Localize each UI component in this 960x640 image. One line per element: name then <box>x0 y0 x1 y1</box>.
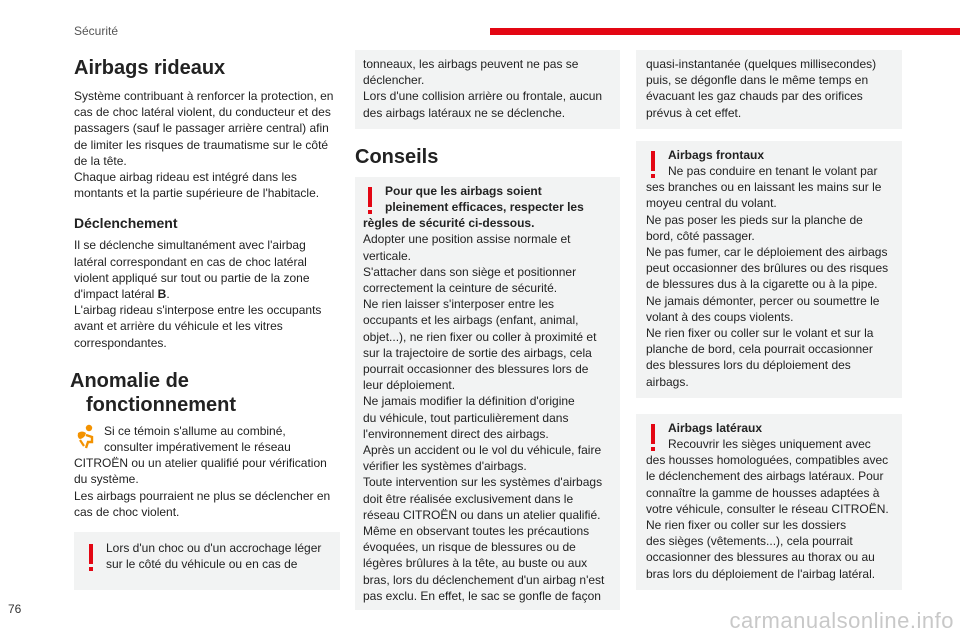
text-line: doit être réalisée exclusivement dans le <box>363 491 574 506</box>
text-line: occasionner des blessures au thorax ou au <box>646 550 875 565</box>
text-line: Toute intervention sur les systèmes d'airbags <box>363 475 603 490</box>
text-line: de la tête. <box>74 153 127 168</box>
text-line: légères brûlures à la tête, au buste ou aux <box>363 556 588 571</box>
anomalie-icon-text <box>104 423 291 455</box>
text-line: Ne pas poser les pieds sur la planche de <box>646 212 863 227</box>
text-line: montants et la partie supérieure de l'habitacle. <box>74 186 320 201</box>
anomalie-warning-row <box>74 423 340 455</box>
text-line: Même en observant toutes les précautions <box>363 524 590 539</box>
box-continuation <box>636 50 902 129</box>
text-line: le déclenchement des airbags latéraux. Pour <box>646 469 884 484</box>
text-line-bold: règles de sécurité ci-dessous. <box>363 216 535 231</box>
text-line: L'airbag rideau s'interpose entre les occupants <box>74 303 322 318</box>
heading-anomalie-line2: fonctionnement <box>86 393 236 416</box>
column-1 <box>70 50 340 590</box>
text-line: latéral correspondant en cas de choc latéral <box>74 254 307 269</box>
text-line: vérifier les systèmes d'airbags. <box>363 459 527 474</box>
warning-box-choc-leger <box>74 532 340 590</box>
text-line: leur déploiement. <box>363 378 456 393</box>
text-line-bold: pleinement efficaces, respecter les <box>385 200 584 215</box>
text-line: l'environnement direct des airbags. <box>363 426 549 441</box>
warning-box-airbags-lateraux <box>636 414 902 590</box>
text-line: avant et arrière du véhicule et les vitres <box>74 319 283 334</box>
text-line: Adopter une position assise normale et <box>363 232 571 247</box>
airbag-warning-light-icon <box>74 423 98 449</box>
text-line: réseau CITROËN ou dans un atelier qualifié. <box>363 507 601 522</box>
impact-letter: B <box>157 287 167 302</box>
text-line: de blessures dus à la cigarette ou à la pipe. <box>646 277 878 292</box>
warning-exclamation-icon <box>82 544 100 572</box>
warning-exclamation-icon <box>361 187 379 215</box>
text-line: verticale. <box>363 248 412 263</box>
text-line: des blessures lors du déploiement des <box>646 358 851 373</box>
text-line: Lors d'un choc ou d'un accrochage léger <box>106 541 322 556</box>
text-line: CITROËN ou un atelier qualifié pour vérification <box>74 456 327 471</box>
text-fragment: . <box>166 287 170 302</box>
text-line: consulter impérativement le réseau <box>104 440 291 455</box>
text-line: Ne pas fumer, car le déploiement des airbags <box>646 245 888 260</box>
text-fragment: d'impact latéral <box>74 287 158 302</box>
box-continuation <box>355 50 620 129</box>
text-line: passagers (sauf le passager arrière central) afin <box>74 121 329 136</box>
text-line: des sièges (vêtements...), cela pourrait <box>646 534 853 549</box>
text-line: quasi-instantanée (quelques millisecondes) <box>646 57 877 71</box>
text-line: évacuant les gaz chauds par des orifices <box>646 89 863 104</box>
text-line: peut occasionner des brûlures ou des risques <box>646 261 889 276</box>
subheading-airbags-frontaux: Airbags frontaux <box>668 147 765 162</box>
text-line: Chaque airbag rideau est intégré dans les <box>74 170 297 185</box>
text-line: des housses homologuées, compatibles avec <box>646 453 889 468</box>
text-line: Ne jamais démonter, percer ou soumettre le <box>646 293 880 308</box>
warning-exclamation-icon <box>644 151 662 179</box>
text-line: objet...), ne rien fixer ou coller à proximité et <box>363 329 597 344</box>
text-line: déclencher. <box>363 73 425 88</box>
heading-airbags-rideaux: Airbags rideaux <box>74 57 226 79</box>
text-line: connaître la gamme de housses adaptées à <box>646 485 880 500</box>
text-line: Système contribuant à renforcer la protection, en <box>74 89 334 103</box>
text-line: bras, lors du déclenchement d'un airbag n'est <box>363 572 605 587</box>
text-line: occupants et les airbags (enfant, animal, <box>363 313 579 328</box>
watermark: carmanualsonline.info <box>729 608 954 633</box>
warning-exclamation-icon <box>644 424 662 452</box>
heading-conseils: Conseils <box>355 145 439 168</box>
text-line: Ne rien fixer ou coller sur les dossiers <box>646 518 847 533</box>
heading-anomalie <box>70 369 340 417</box>
text-line: correctement la ceinture de sécurité. <box>363 281 558 296</box>
text-line: des airbags latéraux ne se déclenche. <box>363 105 566 120</box>
text-line: Ne jamais modifier la définition d'origine <box>363 394 575 409</box>
warning-box-airbags-frontaux <box>636 141 902 398</box>
text-line: violent appliqué sur tout ou partie de la zone <box>74 270 310 285</box>
header-accent-bar <box>490 28 960 35</box>
text-line: Les airbags pourraient ne plus se déclencher en <box>74 488 331 503</box>
text-line: cas de choc latéral violent, du conducteur et des <box>74 105 331 120</box>
text-line: correspondantes. <box>74 335 167 350</box>
section-title: Sécurité <box>74 24 119 38</box>
text-line: volant à des coups violents. <box>646 309 794 324</box>
text-line: puis, se dégonfle dans le même temps en <box>646 73 869 88</box>
text-line: sur la trajectoire de sortie des airbags, cela <box>363 345 592 360</box>
text-line: moyeu central du volant. <box>646 196 777 211</box>
text-line: airbags. <box>646 374 689 389</box>
page-number: 76 <box>8 602 22 616</box>
text-line: Lors d'une collision arrière ou frontale, aucun <box>363 89 603 104</box>
text-line: Ne rien fixer ou coller sur le volant et sur la <box>646 326 874 341</box>
text-line: votre véhicule, consulter le réseau CITROËN. <box>646 501 889 516</box>
text-line: pas exclu. En effet, le sac se gonfle de façon <box>363 588 601 603</box>
text-line: Si ce témoin s'allume au combiné, <box>104 423 286 438</box>
text-line: cas de choc violent. <box>74 504 180 519</box>
text-line: évoquées, un risque de blessures ou de <box>363 540 576 555</box>
column-3 <box>636 50 902 590</box>
text-line-bold: Pour que les airbags soient <box>385 183 542 198</box>
text-line: tonneaux, les airbags peuvent ne pas se <box>363 57 579 71</box>
text-line: prévus à cet effet. <box>646 105 742 120</box>
text-line: Après un accident ou le vol du véhicule, faire <box>363 443 602 458</box>
text-line: du système. <box>74 472 139 487</box>
subheading-airbags-lateraux: Airbags latéraux <box>668 420 763 435</box>
text-line: ses branches ou en laissant les mains sur le <box>646 180 882 195</box>
warning-box-conseils <box>355 177 620 610</box>
text-line: S'attacher dans son siège et positionner <box>363 264 577 279</box>
text-line: Ne rien laisser s'interposer entre les <box>363 297 555 312</box>
text-line: sur le côté du véhicule ou en cas de <box>106 557 298 572</box>
text-line: Ne pas conduire en tenant le volant par <box>668 164 878 179</box>
text-line <box>74 286 340 302</box>
heading-declenchement: Déclenchement <box>74 215 178 232</box>
text-line: bras lors du déploiement de l'airbag latéral. <box>646 566 876 581</box>
text-line: Recouvrir les sièges uniquement avec <box>668 437 871 452</box>
text-line: pourrait occasionner des blessures lors de <box>363 362 589 377</box>
heading-anomalie-line1: Anomalie de <box>70 369 189 392</box>
text-line: du véhicule, tout particulièrement dans <box>363 410 569 425</box>
column-2 <box>355 50 620 610</box>
text-line: Il se déclenche simultanément avec l'airbag <box>74 238 306 253</box>
text-line: planche de bord, cela pourrait occasionner <box>646 342 873 357</box>
text-line: bord, côté passager. <box>646 228 755 243</box>
text-line: de limiter les risques de traumatisme sur le côté <box>74 137 329 152</box>
